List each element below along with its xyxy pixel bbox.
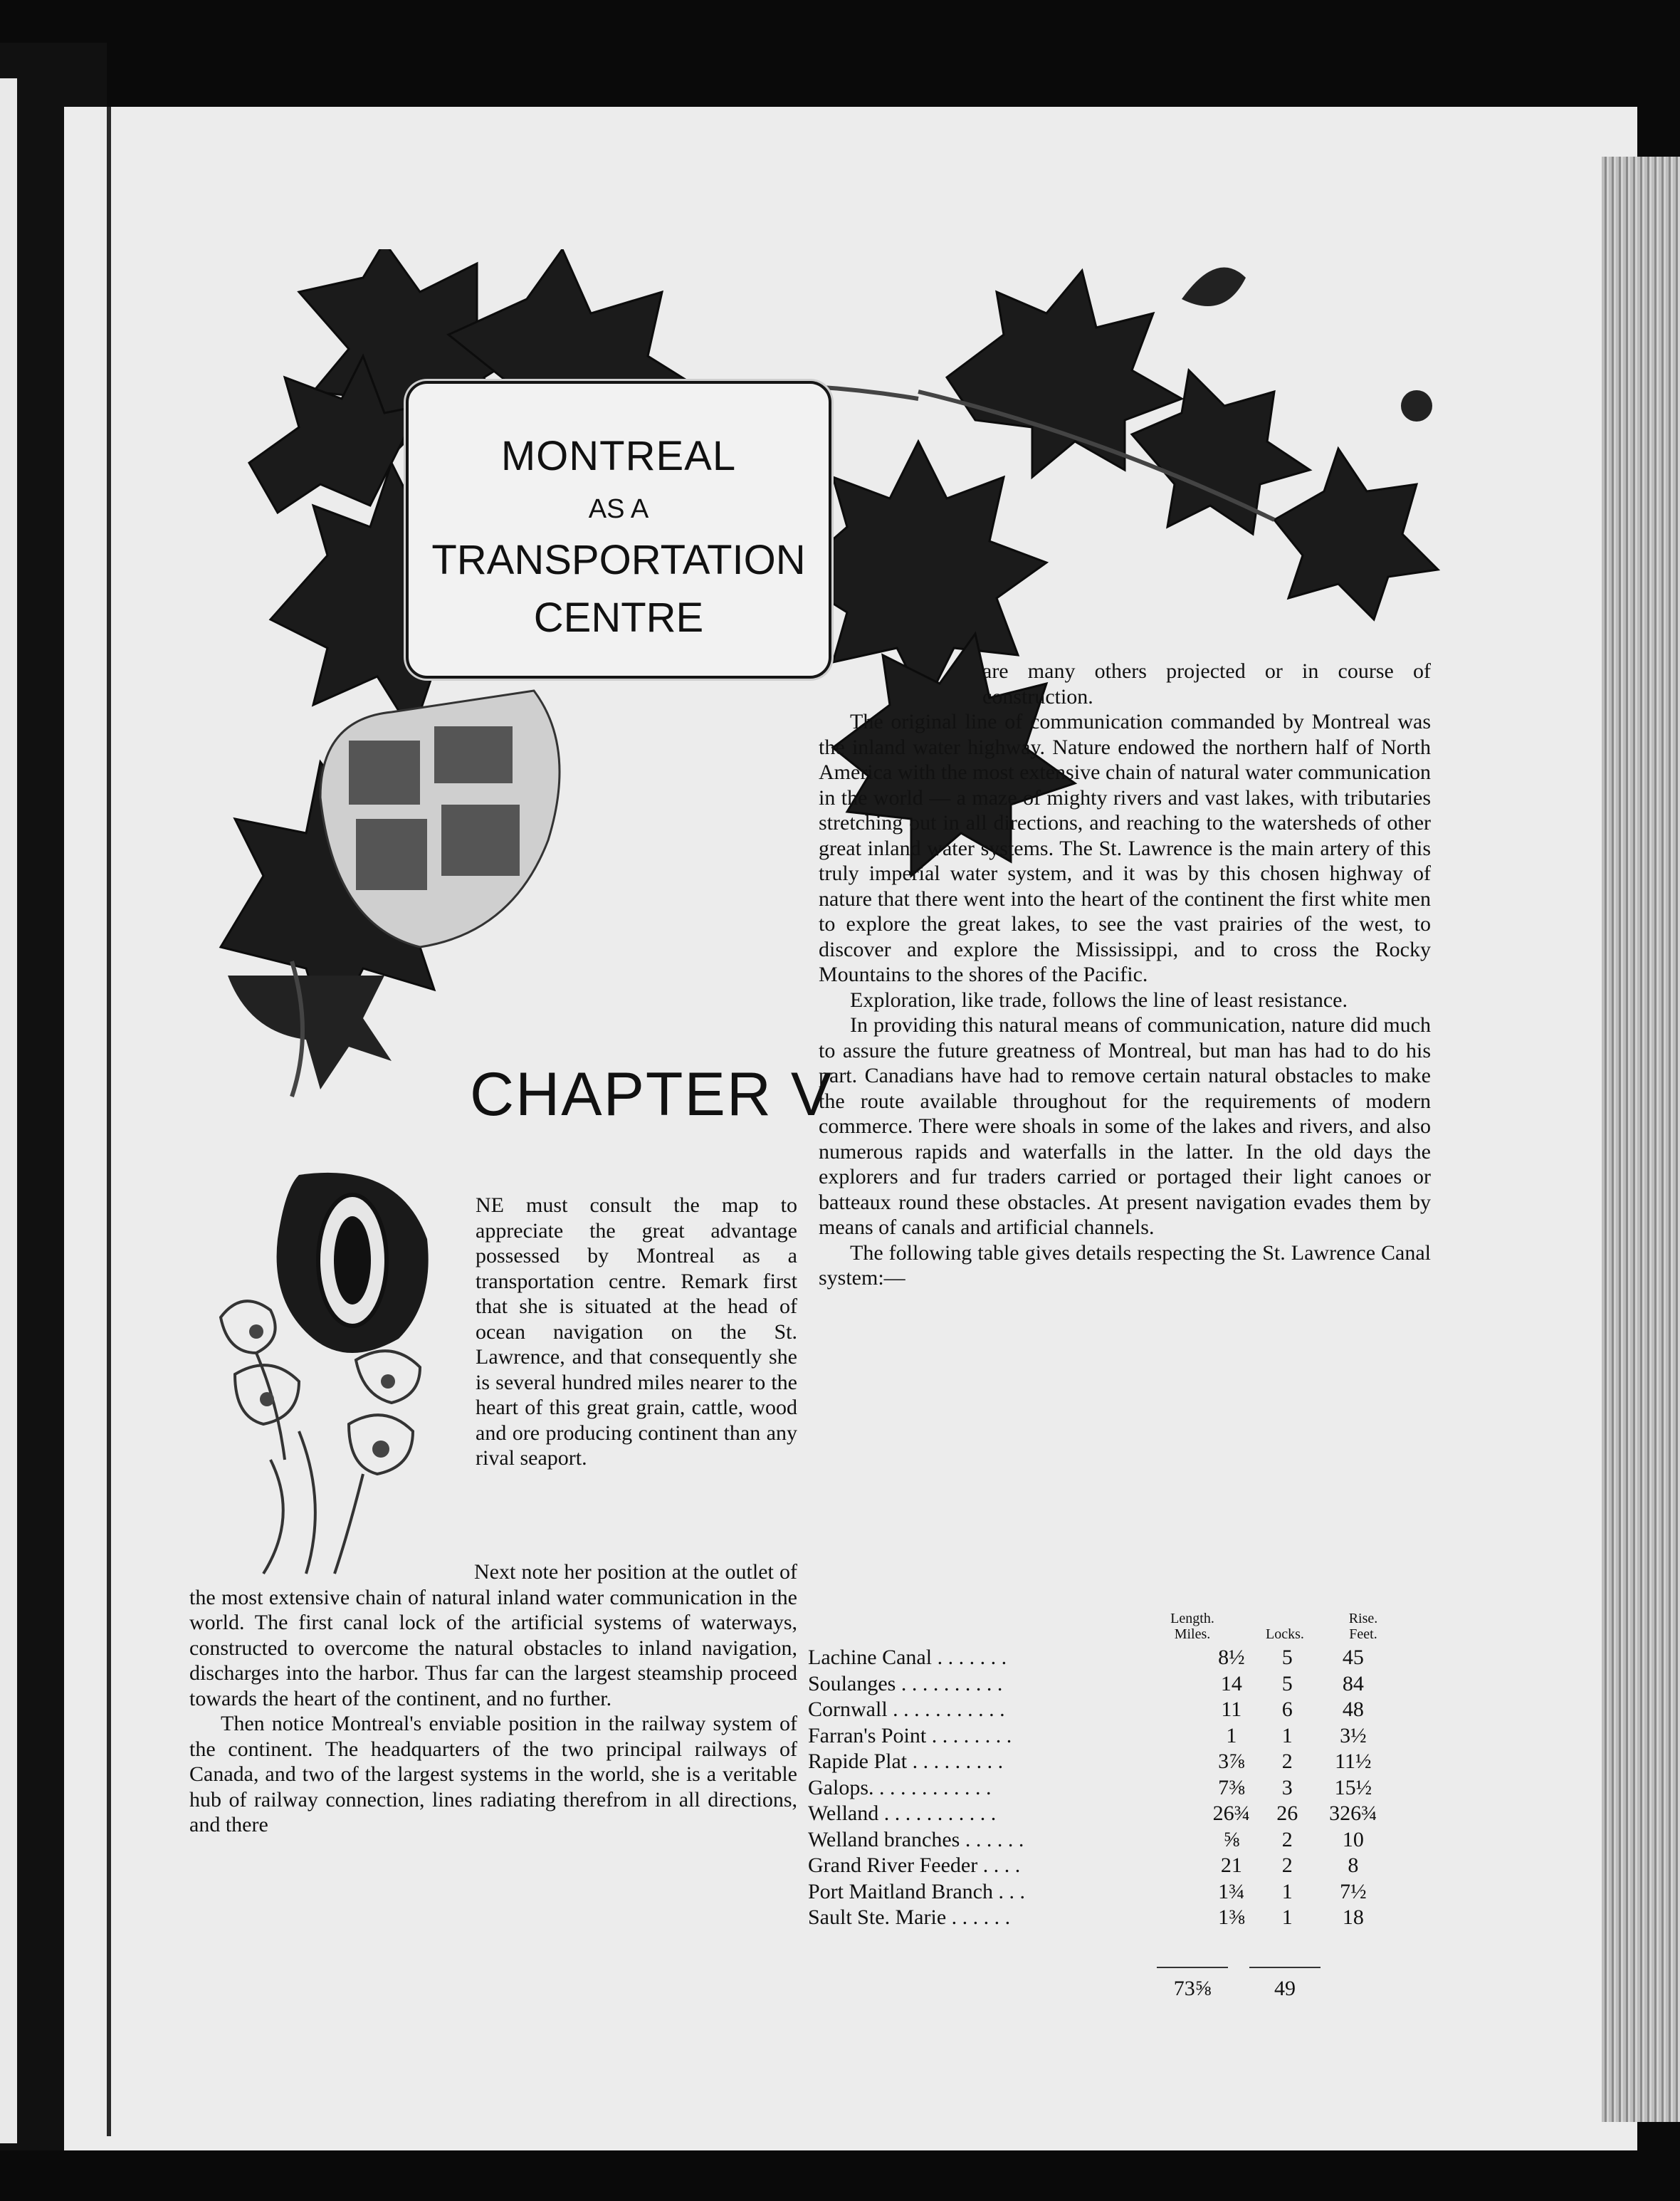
canal-rise: 84: [1342, 1671, 1364, 1695]
canal-locks: 1: [1281, 1905, 1293, 1929]
canal-rise: 45: [1342, 1646, 1364, 1669]
canal-rise: 18: [1342, 1905, 1364, 1929]
canal-rise: 10: [1342, 1827, 1364, 1851]
left-column-body: [189, 1559, 797, 1838]
canal-rise: 48: [1342, 1698, 1364, 1721]
length-total: 73⅝: [1173, 1977, 1212, 2000]
canal-length: 1: [1226, 1723, 1237, 1747]
header-rise: Rise. Feet.: [1348, 1611, 1378, 1642]
canal-locks: 2: [1281, 1750, 1293, 1773]
table-row: [808, 1749, 1399, 1775]
chapter-heading: CHAPTER V: [470, 1060, 834, 1129]
canal-rise: 3½: [1340, 1723, 1367, 1747]
paragraph-continuation: are many others projected or in course of construction.: [982, 659, 1431, 709]
canal-rise: 11½: [1335, 1750, 1372, 1773]
canal-locks: 26: [1276, 1802, 1298, 1825]
paragraph-inland-highway: The original line of communication commanded by Montreal was the inland water highway. Nature endowed the northern half of North America with the most extensive chain of natural water communication in the world — a maze of mighty rivers and vast lakes, with tributaries stretching out in all directions, and reaching to the watersheds of other great inland water systems. The St. Lawrence is the main artery of this truly imperial water system, and it was by this chosen highway of nature that there went into the heart of the continent the first white men to explore the great lakes, to see the vast prairies of the west, to discover and explore the Mississippi, and to cross the Rocky Mountains to the shores of the Pacific.: [819, 710, 1431, 986]
title-line-2: AS A: [588, 494, 649, 524]
canal-locks: 5: [1281, 1646, 1293, 1669]
table-row: [808, 1801, 1399, 1827]
canal-length: 8½: [1218, 1646, 1245, 1669]
locks-total: 49: [1274, 1977, 1296, 2000]
paragraph-waterways: Next note her position at the outlet of the most extensive chain of natural inland water communication in the world. The first canal lock of the artificial systems of waterways, constructed to overcome the natural obstacles to inland navigation, discharges into the harbor. Thus far can the largest steamship proceed towards the heart of the continent, and no further.: [189, 1560, 797, 1710]
table-row: [808, 1827, 1399, 1854]
table-row: [808, 1853, 1399, 1879]
right-column: [819, 659, 1431, 1291]
canal-rows: [808, 1645, 1399, 1931]
canal-length: ⅝: [1223, 1827, 1240, 1851]
canal-rise: 326¾: [1329, 1802, 1377, 1825]
canal-length: 3⅞: [1218, 1750, 1245, 1773]
canal-length: 11: [1221, 1698, 1242, 1721]
paragraph-exploration: Exploration, like trade, follows the line of least resistance.: [850, 988, 1348, 1012]
table-row: [808, 1775, 1399, 1802]
header-locks: Locks.: [1266, 1626, 1304, 1642]
paragraph-railways: Then notice Montreal's enviable position in the railway system of the continent. The headquarters of the two principal railways of Canada, and two of the largest systems in the world, she is a veritable hub of railway connection, lines radiating therefrom in all directions, and there: [189, 1712, 797, 1836]
length-total-rule: [1157, 1967, 1228, 1968]
page-gutter: [107, 107, 111, 2136]
table-row: [808, 1645, 1399, 1671]
title-line-3: TRANSPORTATION: [431, 537, 806, 583]
canal-name: Rapide Plat . . . . . . . . .: [808, 1750, 1004, 1773]
canal-locks: 6: [1281, 1698, 1293, 1721]
canal-locks: 2: [1281, 1827, 1293, 1851]
left-column-opening: [476, 1193, 797, 1471]
canal-length: 14: [1220, 1671, 1242, 1695]
canal-locks: 3: [1281, 1775, 1293, 1799]
opening-paragraph: NE must consult the map to appreciate the great advantage possessed by Montreal as a transportation centre. Remark first that she is situated at the head of ocean navigation on the St. Lawrence, and that consequently she is several hundred miles nearer to the heart of this great grain, cattle, wood and ore producing continent than any rival seaport.: [476, 1193, 797, 1470]
facing-page-edge: [0, 78, 17, 2143]
canal-name: Soulanges . . . . . . . . . .: [808, 1671, 1003, 1695]
canal-length: 21: [1220, 1854, 1242, 1877]
canal-name: Welland . . . . . . . . . . .: [808, 1802, 997, 1825]
canal-length: 1¾: [1218, 1879, 1245, 1903]
header-length: Length. Miles.: [1170, 1611, 1214, 1642]
canal-rise: 8: [1348, 1854, 1359, 1877]
canal-name: Sault Ste. Marie . . . . . .: [808, 1905, 1011, 1929]
table-row: [808, 1905, 1399, 1931]
canal-name: Lachine Canal . . . . . . .: [808, 1646, 1007, 1669]
canal-locks: 2: [1281, 1854, 1293, 1877]
title-plaque: [406, 381, 831, 679]
canal-locks: 1: [1281, 1879, 1293, 1903]
canal-length: 7⅜: [1218, 1775, 1245, 1799]
canal-length: 26¾: [1212, 1802, 1251, 1825]
page-stack-edge: [1602, 157, 1680, 2122]
canal-name: Cornwall . . . . . . . . . . .: [808, 1698, 1005, 1721]
canal-rise: 15½: [1334, 1775, 1372, 1799]
table-row: [808, 1697, 1399, 1723]
canal-length: 1⅜: [1218, 1905, 1245, 1929]
canal-name: Galops. . . . . . . . . . . .: [808, 1775, 992, 1799]
paragraph-table-intro: The following table gives details respecting the St. Lawrence Canal system:—: [819, 1240, 1431, 1290]
title-line-4: CENTRE: [533, 595, 704, 641]
canal-locks: 5: [1281, 1671, 1293, 1695]
canal-name: Port Maitland Branch . . .: [808, 1879, 1025, 1903]
canal-rise: 7½: [1340, 1879, 1367, 1903]
canal-name: Grand River Feeder . . . .: [808, 1854, 1021, 1877]
table-row: [808, 1671, 1399, 1698]
table-totals: [808, 1967, 1399, 2009]
table-row: [808, 1879, 1399, 1905]
locks-total-rule: [1249, 1967, 1321, 1968]
canal-locks: 1: [1281, 1723, 1293, 1747]
table-row: [808, 1723, 1399, 1750]
drop-cap-o-ornament: [192, 1161, 463, 1581]
title-line-1: MONTREAL: [500, 433, 737, 479]
paragraph-canals: In providing this natural means of communication, nature did much to assure the future greatness of Montreal, but man has had to do his part. Canadians have had to remove certain natural obstacles to make the route available throughout for the requirements of modern commerce. There were shoals in some of the lakes and rivers, and also numerous rapids and waterfalls in the latter. In the old days the explorers and fur traders carried or portaged their light canoes or batteaux round these obstacles. At present navigation evades them by means of canals and artificial channels.: [819, 1013, 1431, 1239]
canal-name: Welland branches . . . . . .: [808, 1827, 1024, 1851]
canal-name: Farran's Point . . . . . . . .: [808, 1723, 1012, 1747]
